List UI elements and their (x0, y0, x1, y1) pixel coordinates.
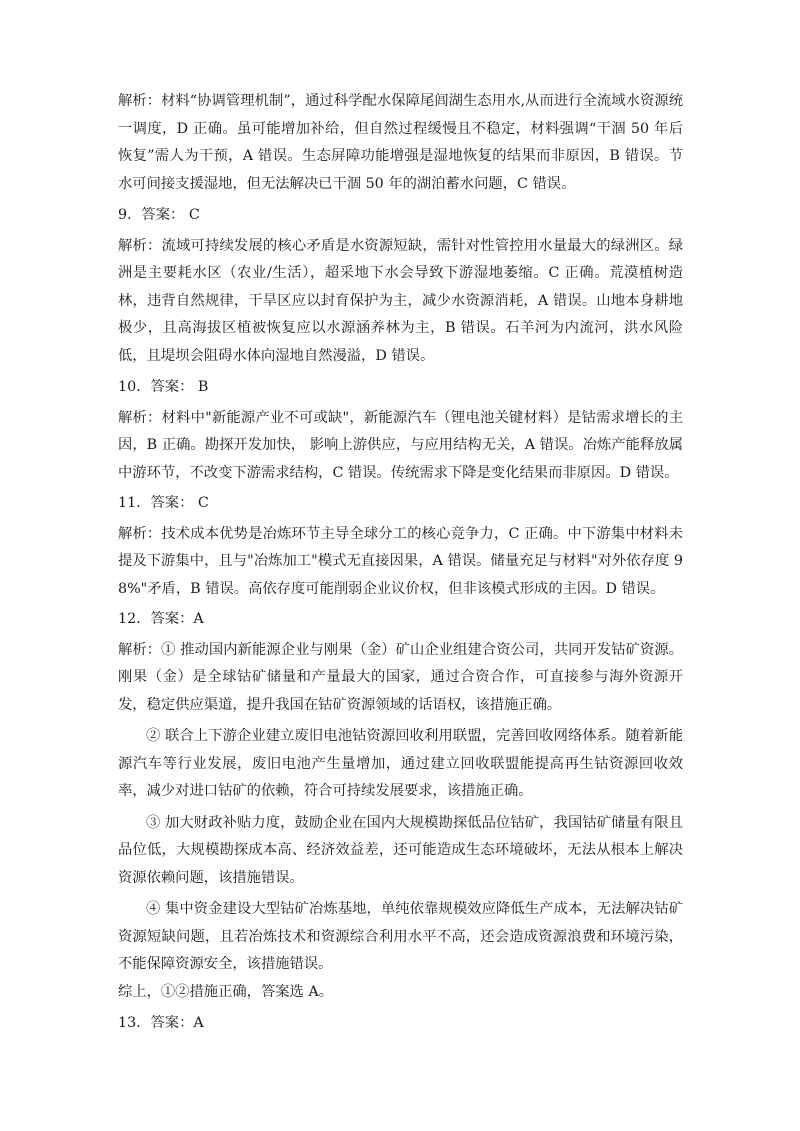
answer-q9: 9．答案： C (118, 207, 200, 223)
analysis-paragraph-q10: 解析：材料中"新能源产业不可或缺"，新能源汽车（锂电池关键材料）是钴需求增长的主因，B 正确。勘探开发加快， 影响上游供应，与应用结构无关，A 错误。冶炼产能释放属中游环节，不改变下游需求结构，C 错误。传统需求下降是变化结果而非原因。D 错误。 (118, 409, 683, 481)
analysis-paragraph-q12-point4: ④ 集中资金建设大型钴矿冶炼基地，单纯依靠规模效应降低生产成本，无法解决钴矿资源短缺问题，且若冶炼技术和资源综合利用水平不高，还会造成资源浪费和环境污染，不能保障资源安全，该措施错误。 (118, 901, 683, 972)
answer-q13: 13．答案：A (118, 1015, 204, 1031)
answer-q12: 12．答案：A (118, 611, 204, 627)
analysis-paragraph-q12-point1: 解析：① 推动国内新能源企业与刚果（金）矿山企业组建合资公司，共同开发钴矿资源。刚果（金）是全球钴矿储量和产量最大的国家，通过合资合作，可直接参与海外资源开发，稳定供应渠道，提升我国在钴矿资源领域的话语权，该措施正确。 (118, 641, 683, 713)
analysis-paragraph-q12-point3: ③ 加大财政补贴力度，鼓励企业在国内大规模勘探低品位钴矿，我国钴矿储量有限且品位低，大规模勘探成本高、经济效益差，还可能造成生态环境破坏，无法从根本上解决资源依赖问题，该措施错误。 (118, 814, 683, 886)
answer-q11: 11．答案： C (118, 495, 209, 511)
analysis-paragraph-q9: 解析：流域可持续发展的核心矛盾是水资源短缺，需针对性管控用水量最大的绿洲区。绿洲是主要耗水区（农业/生活），超采地下水会导致下游湿地萎缩。C 正确。荒漠植树造林，违背自然规律，干旱区应以封育保护为主，减少水资源消耗，A 错误。山地本身耕地极少，且高海拔区植被恢复应以水源涵养林为主，B 错误。石羊河为内流河，洪水风险低，且堤坝会阻碍水体向湿地自然漫溢，D 错误。 (118, 237, 683, 364)
document-page (118, 88, 683, 1041)
answer-q10: 10．答案： B (118, 379, 209, 395)
analysis-paragraph-q11: 解析：技术成本优势是冶炼环节主导全球分工的核心竞争力，C 正确。中下游集中材料未提及下游集中，且与"冶炼加工"模式无直接因果，A 错误。储量充足与材料"对外依存度 98%"矛盾，B 错误。高依存度可能削弱企业议价权，但非该模式形成的主因。D 错误。 (118, 525, 683, 597)
analysis-paragraph-q8: 解析：材料“协调管理机制”，通过科学配水保障尾闾湖生态用水,从而进行全流域水资源统一调度，D 正确。虽可能增加补给，但自然过程缓慢且不稳定，材料强调“干涸 50 年后恢复”需人为干预，A 错误。生态屏障功能增强是湿地恢复的结果而非原因，B 错误。节水可间接支援湿地，但无法解决已干涸 50 年的湖泊蓄水问题，C 错误。 (118, 93, 683, 192)
analysis-paragraph-q12-point2: ② 联合上下游企业建立废旧电池钴资源回收利用联盟，完善回收网络体系。随着新能源汽车等行业发展，废旧电池产生量增加，通过建立回收联盟能提高再生钴资源回收效率，减少对进口钴矿的依赖，符合可持续发展要求，该措施正确。 (118, 728, 683, 799)
summary-line-q12: 综上，①②措施正确，答案选 A。 (118, 983, 334, 1000)
